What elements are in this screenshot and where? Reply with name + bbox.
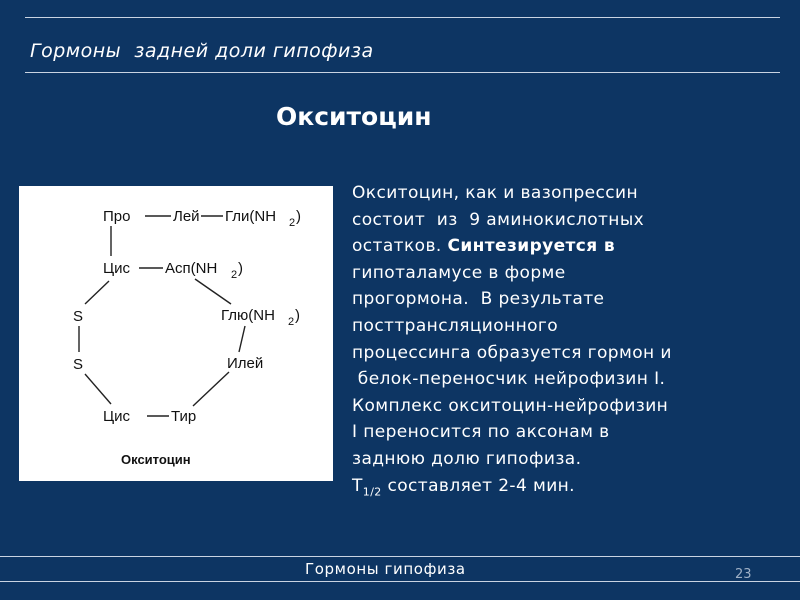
residue-glu-subscript: 2 [288, 316, 295, 328]
bond-glu-iley [239, 326, 245, 352]
half-life-subscript: 1/2 [362, 484, 382, 498]
footer-bottom-divider [0, 581, 800, 582]
oxytocin-structure-diagram [19, 186, 333, 481]
residue-glu: Глю(NH [221, 307, 275, 324]
body-line-3-text: остатков. [352, 236, 448, 257]
residue-cis-top: Цис [103, 260, 130, 277]
residue-pro: Про [103, 208, 131, 225]
body-line-10: I переносится по аксонам в [352, 422, 610, 443]
residue-s1: S [73, 308, 84, 325]
body-line-3-bold: Синтезируется в [447, 236, 616, 257]
residue-ley: Лей [173, 208, 200, 225]
body-line-1: Окситоцин, как и вазопрессин [352, 183, 638, 203]
body-text [352, 180, 782, 506]
header-divider [25, 72, 780, 73]
residue-gli-subscript: 2 [289, 217, 296, 229]
oxytocin-structure-figure [19, 186, 333, 481]
figure-caption: Окситоцин [121, 452, 191, 467]
bond-asp-glu [195, 279, 231, 304]
body-line-3 [352, 233, 782, 260]
half-life-symbol: T [352, 475, 363, 496]
body-line-12 [352, 473, 782, 506]
half-life-value: составляет 2-4 мин. [381, 475, 575, 496]
residue-cis-bottom: Цис [103, 408, 130, 425]
body-line-4: гипоталамусе в форме [352, 262, 566, 283]
residue-gli: Гли(NH [225, 208, 277, 225]
residue-s2: S [73, 356, 84, 373]
bond-s-cis [85, 374, 111, 404]
header-title: Гормоны задней доли гипофиза [30, 40, 374, 62]
body-line-2: состоит из 9 аминокислотных [352, 209, 645, 230]
top-divider [25, 17, 780, 18]
footer-title: Гормоны гипофиза [305, 560, 466, 578]
body-line-5: прогормона. В результате [352, 289, 605, 310]
body-line-6: посттрансляционного [352, 315, 559, 336]
residue-glu-paren: ) [295, 307, 300, 324]
page-number: 23 [735, 567, 752, 582]
slide-title: Окситоцин [276, 102, 432, 131]
bond-cis-s [85, 281, 109, 304]
residue-asp-subscript: 2 [231, 269, 238, 281]
bond-iley-tir [193, 372, 229, 406]
body-line-9: Комплекс окситоцин-нейрофизин [352, 395, 669, 416]
body-line-7: процессинга образуется гормон и [352, 342, 672, 363]
body-line-11: заднюю долю гипофиза. [352, 448, 582, 469]
residue-asp-paren: ) [238, 260, 243, 277]
residue-asp: Асп(NH [165, 260, 218, 277]
footer-top-divider [0, 556, 800, 557]
residue-gli-paren: ) [296, 208, 301, 225]
body-line-8: белок-переносчик нейрофизин I. [352, 369, 666, 390]
residue-iley: Илей [227, 355, 264, 372]
residue-tir: Тир [171, 408, 197, 425]
